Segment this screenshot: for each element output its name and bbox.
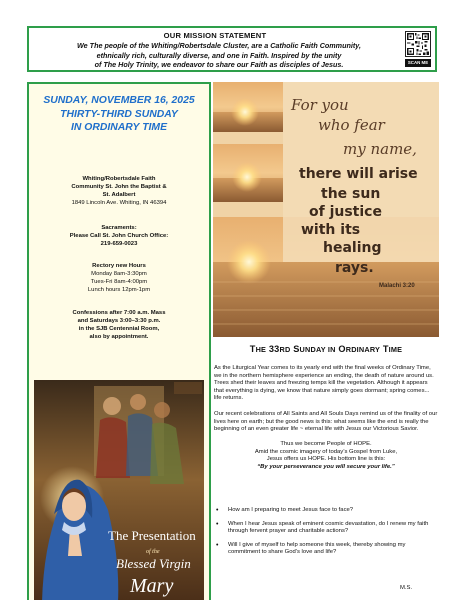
art-title-line: of the	[146, 549, 160, 555]
confessions-info	[35, 310, 203, 342]
title-part: T	[380, 344, 389, 354]
article-paragraph: As the Liturgical Year comes to its yearly end with the final weeks of Ordinary Time, we in the northern hemisphere experience an ending, the death of nature around us. Trees shed their leaves and freezing temps kill the vegetation. Although it appears that everything is dying, we know that nature simply goes dormant; spring comes... life returns.	[214, 365, 434, 402]
verse-line: with its	[301, 222, 361, 238]
mission-line: We The people of the Whiting/Robertsdale Cluster, are a Catholic Faith Community,	[77, 41, 361, 50]
title-part: HE	[255, 345, 267, 354]
sacraments-info	[35, 225, 203, 249]
reflection-questions	[214, 507, 438, 563]
qr-code-icon[interactable]	[405, 31, 431, 57]
date-line: IN ORDINARY TIME	[70, 122, 168, 133]
verse-reference: Malachi 3:20	[379, 283, 415, 289]
title-part: RDINARY	[345, 345, 381, 354]
verse-line: there will arise	[299, 166, 418, 182]
rectory-hours	[35, 263, 203, 295]
article-paragraph: Our recent celebrations of All Saints and All Souls Days remind us of the finality of our lives here on earth; but the good news is this: what seems like the end is really the beginning of an even greater life ~ eternal life with Jesus our Victorious Savior.	[214, 411, 438, 433]
reflection-text: Will I give of myself to help someone this week, thereby showing my commitment to share God’s love and life?	[228, 541, 406, 556]
title-part: T	[249, 344, 256, 354]
mission-text	[43, 41, 395, 70]
scan-me-label: SCAN ME	[405, 59, 431, 67]
bullet-icon: •	[216, 507, 219, 514]
reflection-item	[214, 521, 438, 536]
confessions-line: in the SJB Centennial Room,	[78, 325, 160, 332]
parish-name: Whiting/Robertsdale Faith	[82, 176, 156, 182]
hope-line: Amid the cosmic imagery of today’s Gospel from Luke,	[254, 448, 398, 455]
parish-name: Community St. John the Baptist &	[71, 183, 167, 190]
bullet-icon: •	[216, 520, 219, 528]
sacraments-line: Please Call St. John Church Office:	[69, 232, 169, 239]
rectory-line: Tues-Fri 8am-4:00pm	[90, 278, 148, 285]
verse-line: who fear	[318, 116, 385, 134]
gospel-quote: “By your perseverance you will secure your life.”	[257, 463, 395, 470]
date-heading	[29, 94, 209, 135]
confessions-line: Confessions after 7:00 a.m. Mass	[72, 310, 166, 316]
art-title-line: Blessed Virgin	[116, 556, 191, 571]
hope-line: Jesus offers us HOPE. His bottom line is this:	[266, 456, 386, 463]
parish-address: 1849 Lincoln Ave. Whiting, IN 46394	[71, 199, 167, 206]
title-part: S	[290, 344, 300, 354]
verse-line: For you	[291, 96, 349, 114]
verse-line: healing	[323, 240, 382, 256]
reflection-item	[214, 507, 438, 515]
reflection-text: How am I preparing to meet Jesus face to face?	[228, 507, 354, 513]
rectory-line: Monday 8am-3:30pm	[91, 270, 147, 277]
rectory-heading: Rectory new Hours	[92, 263, 146, 269]
mission-line: ethnically rich, culturally diverse, and one in Faith. Inspired by the unity	[96, 50, 342, 60]
bullet-icon: •	[216, 541, 219, 549]
mission-title: OUR MISSION STATEMENT	[163, 31, 267, 40]
title-part: UNDAY IN	[299, 345, 336, 354]
hope-line: Thus we become People of HOPE.	[280, 441, 372, 447]
art-title-line: Mary	[130, 575, 174, 597]
date-line: SUNDAY, NOVEMBER 16, 2025	[43, 95, 195, 106]
author-signature: M.S.	[400, 585, 413, 591]
presentation-of-mary-artwork	[34, 380, 204, 600]
title-part: 33	[266, 344, 280, 354]
verse-line: rays.	[335, 260, 374, 276]
presentation-art-svg	[34, 380, 204, 600]
verse-line: the sun	[321, 186, 381, 202]
confessions-line: also by appointment.	[89, 333, 149, 340]
art-title-line: The Presentation	[108, 528, 196, 543]
mission-line: of The Holy Trinity, we endeavor to share our Faith as disciples of Jesus.	[94, 60, 344, 70]
title-part: RD	[279, 345, 291, 354]
left-info-column	[27, 82, 211, 600]
parish-info	[35, 176, 203, 208]
article-title	[213, 344, 439, 354]
mission-statement-box	[27, 26, 437, 72]
title-part: O	[335, 344, 346, 354]
sacraments-phone[interactable]: 219-659-0023	[100, 240, 138, 247]
malachi-sunset-image	[213, 82, 439, 337]
sunset-svg	[213, 82, 439, 337]
reflection-item	[214, 542, 438, 557]
verse-line: my name,	[343, 140, 417, 158]
verse-line: of justice	[309, 204, 382, 220]
date-line: THIRTY-THIRD SUNDAY	[60, 108, 178, 120]
sacraments-heading: Sacraments:	[101, 225, 137, 231]
rectory-line: Lunch hours 12pm-1pm	[87, 286, 151, 293]
confessions-line: and Saturdays 3:00–3:30 p.m.	[77, 317, 161, 324]
hope-block	[214, 441, 438, 471]
title-part: IME	[388, 345, 403, 354]
reflection-text: When I hear Jesus speak of eminent cosmic devastation, do I renew my faith through fervent prayer and charitable actions?	[228, 520, 429, 535]
parish-name: St. Adalbert	[102, 191, 136, 198]
